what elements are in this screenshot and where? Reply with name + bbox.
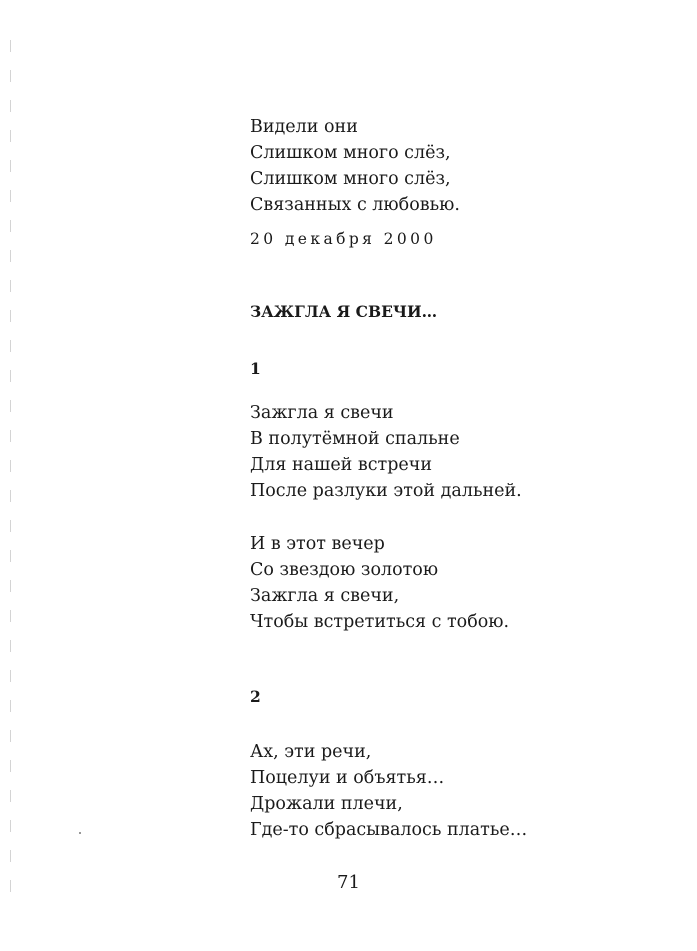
page-number: 71 — [337, 872, 360, 893]
page-edge-shadow — [10, 40, 11, 910]
verse-line: Связанных с любовью. — [250, 195, 460, 215]
verse-line: Зажгла я свечи — [250, 403, 394, 423]
verse-line: Со звездою золотою — [250, 560, 439, 580]
verse-line: Слишком много слёз, — [250, 143, 451, 163]
part-number-2: 2 — [250, 687, 261, 706]
verse-line: В полутёмной спальне — [250, 429, 460, 449]
poem-date: 20 декабря 2000 — [250, 230, 437, 248]
verse-line: Видели они — [250, 117, 358, 137]
part-number-1: 1 — [250, 359, 261, 378]
verse-line: Слишком много слёз, — [250, 169, 451, 189]
verse-line: Где-то сбрасывалось платье… — [250, 820, 528, 840]
verse-line: Дрожали плечи, — [250, 794, 403, 814]
verse-line: И в этот вечер — [250, 534, 385, 554]
scan-speck — [79, 832, 81, 834]
verse-line: Ах, эти речи, — [250, 742, 372, 762]
verse-line: Чтобы встретиться с тобою. — [250, 612, 510, 632]
verse-line: Поцелуи и объятья… — [250, 768, 445, 788]
verse-line: Для нашей встречи — [250, 455, 433, 475]
poem-title: ЗАЖГЛА Я СВЕЧИ… — [250, 302, 438, 321]
verse-line: После разлуки этой дальней. — [250, 481, 522, 501]
verse-line: Зажгла я свечи, — [250, 586, 400, 606]
